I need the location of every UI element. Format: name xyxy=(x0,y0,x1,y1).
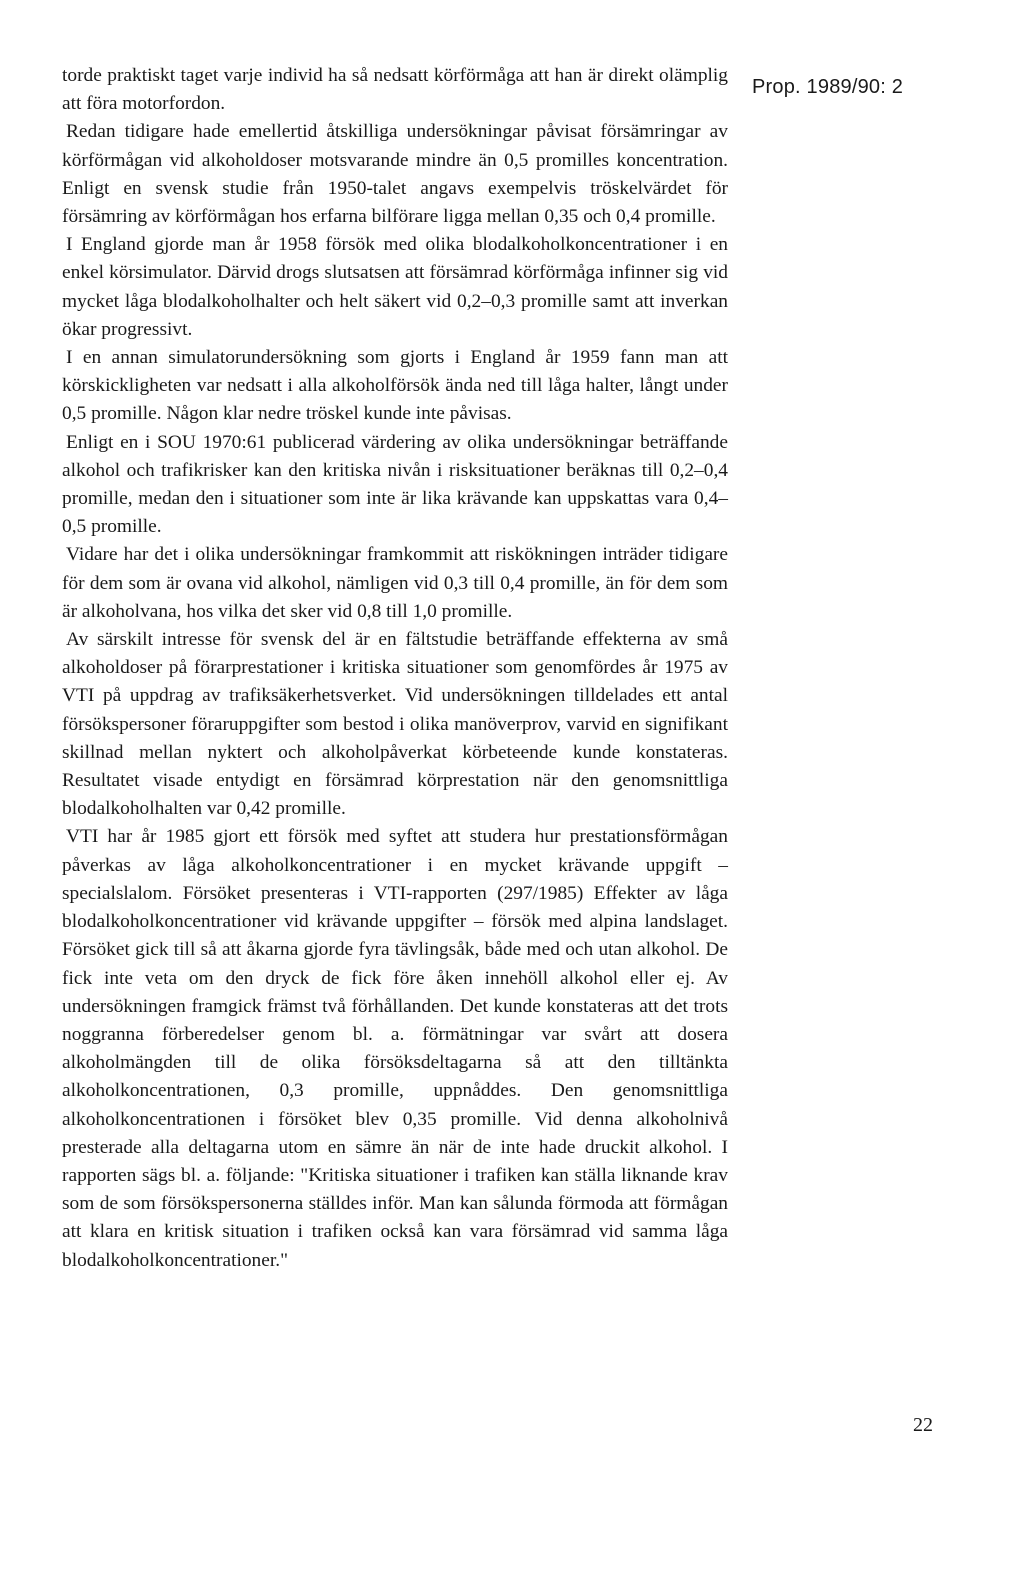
document-reference: Prop. 1989/90: 2 xyxy=(752,76,904,98)
paragraph: VTI har år 1985 gjort ett försök med syftet att studera hur prestationsförmågan påverkas av låga alkoholkoncentrationer i en mycket krävande uppgift – specialslalom. Försöket presenteras i VTI-rapporten (297/1985) Effekter av låga blodalkoholkoncentrationer vid krävande uppgifter – försök med alpina landslaget. Försöket gick till så att åkarna gjorde fyra tävlingsåk, både med och utan alkohol. De fick inte veta om den dryck de fick före åken innehöll alkohol eller ej. Av undersökningen framgick främst två förhållanden. Det kunde konstateras att det trots noggranna förberedelser genom bl. a. förmätningar var svårt att dosera alkoholmängden till de olika försöksdeltagarna så att den tilltänkta alkoholkoncentrationen, 0,3 promille, uppnåddes. Den genomsnittliga alkoholkoncentrationen i försöket blev 0,35 promille. Vid denna alkoholnivå presterade alla deltagarna utom en sämre än när de inte hade druckit alkohol. I rapporten sägs bl. a. följande: "Kritiska situationer i trafiken kan ställa liknande krav som de som försökspersonerna ställdes inför. Man kan sålunda förmoda att förmågan att klara en kritisk situation i trafiken också kan vara försämrad vid samma låga blodalkoholkoncentrationer." xyxy=(62,826,728,1271)
body-text xyxy=(62,62,728,1275)
page-number: 22 xyxy=(913,1414,933,1436)
paragraph: I England gjorde man år 1958 försök med olika blodalkoholkoncentrationer i en enkel körsimulator. Därvid drogs slutsatsen att försämrad körförmåga infinner sig vid mycket låga blodalkoholhalter och helt säkert vid 0,2–0,3 promille samt att inverkan ökar progressivt. xyxy=(62,234,728,340)
paragraph: Redan tidigare hade emellertid åtskilliga undersökningar påvisat försämringar av körförmågan vid alkoholdoser motsvarande mindre än 0,5 promilles koncentration. Enligt en svensk studie från 1950-talet angavs exempelvis tröskelvärdet för försämring av körförmågan hos erfarna bilförare ligga mellan 0,35 och 0,4 promille. xyxy=(62,121,728,228)
paragraph: Vidare har det i olika undersökningar framkommit att riskökningen inträder tidigare för dem som är ovana vid alkohol, nämligen vid 0,3 till 0,4 promille, än för dem som är alkoholvana, hos vilka det sker vid 0,8 till 1,0 promille. xyxy=(62,544,728,622)
paragraph: Av särskilt intresse för svensk del är en fältstudie beträffande effekterna av små alkoholdoser på förarprestationer i kritiska situationer som genomfördes år 1975 av VTI på uppdrag av trafiksäkerhetsverket. Vid undersökningen tilldelades ett antal försökspersoner föraruppgifter som bestod i olika manöverprov, varvid en signifikant skillnad mellan nyktert och alkoholpåverkat körbeteende kunde konstateras. Resultatet visade entydigt en försämrad körprestation när den genomsnittliga blodalkoholhalten var 0,42 promille. xyxy=(62,629,728,820)
paragraph-continuation: torde praktiskt taget varje individ ha så nedsatt körförmåga att han är direkt olämplig att föra motorfordon. xyxy=(62,65,728,115)
paragraph: I en annan simulatorundersökning som gjorts i England år 1959 fann man att körskickligheten var nedsatt i alla alkoholförsök ända ned till låga halter, långt under 0,5 promille. Någon klar nedre tröskel kunde inte påvisas. xyxy=(62,347,728,425)
paragraph: Enligt en i SOU 1970:61 publicerad värdering av olika undersökningar beträffande alkohol och trafikrisker kan den kritiska nivån i risksituationer beräknas till 0,2–0,4 promille, medan den i situationer som inte är lika krävande kan uppskattas vara 0,4–0,5 promille. xyxy=(62,431,728,538)
